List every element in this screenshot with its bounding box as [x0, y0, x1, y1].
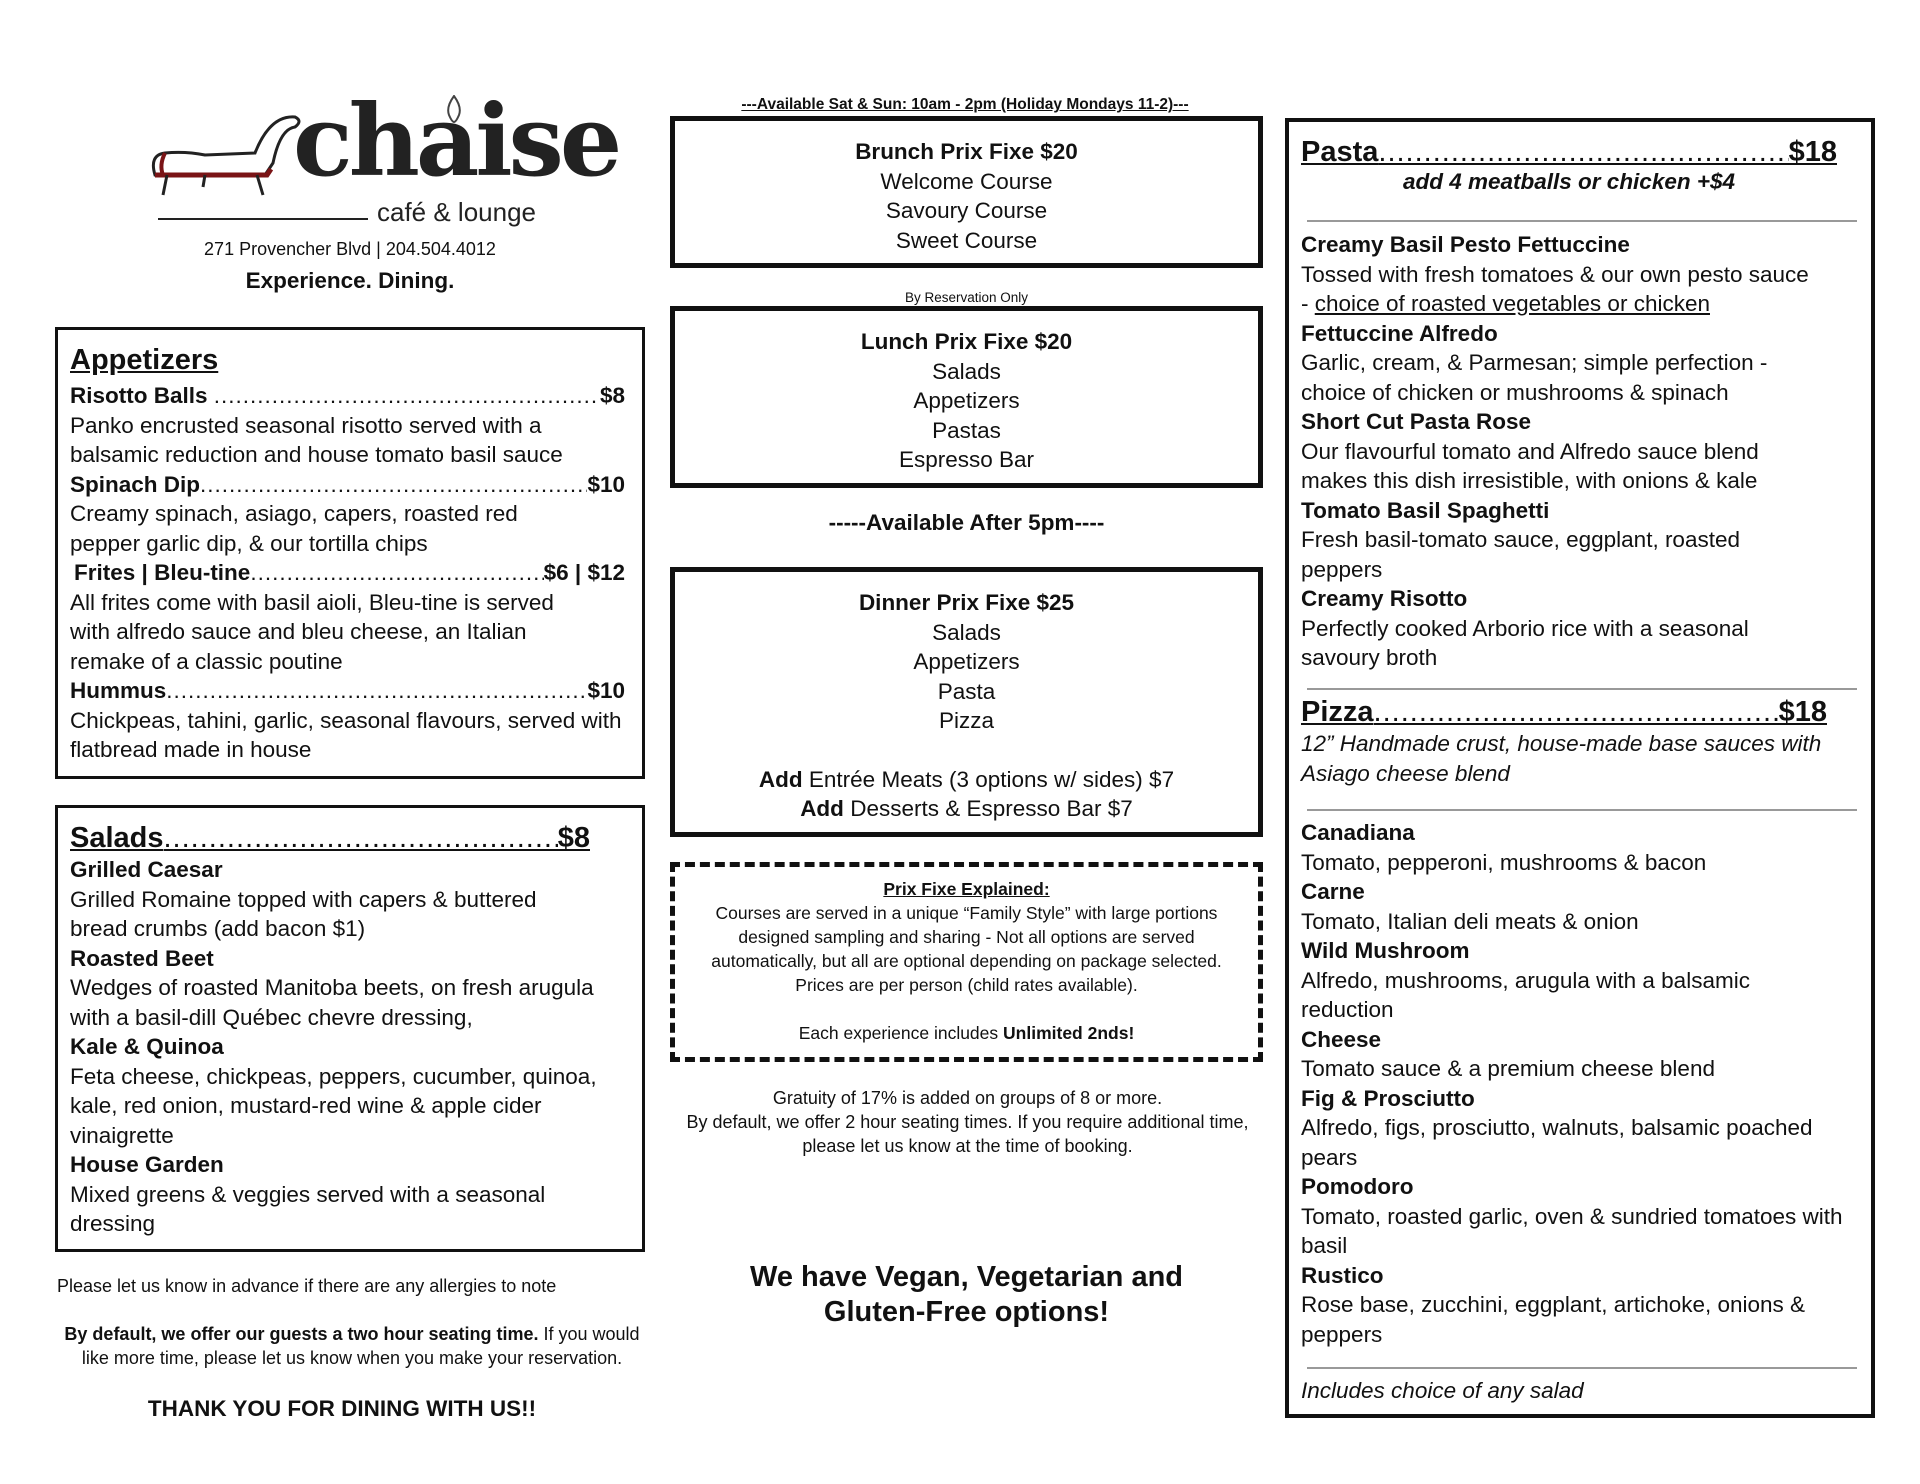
explained-includes — [683, 1021, 1250, 1045]
item-name: Canadiana — [1301, 820, 1415, 845]
pasta-pizza-box — [1285, 118, 1875, 1418]
logo-tagline: café & lounge — [377, 197, 537, 227]
item-name: Short Cut Pasta Rose — [1301, 409, 1532, 434]
item-name: Fettuccine Alfredo — [1301, 320, 1498, 346]
pizza-footer: Includes choice of any salad — [1301, 1378, 1584, 1403]
salads-title-row — [70, 822, 590, 855]
item-desc: Alfredo, mushrooms, arugula with a balsamic reduction — [1301, 967, 1750, 1022]
item-name: Grilled Caesar — [70, 857, 223, 882]
lunch-note: By Reservation Only — [904, 290, 1029, 305]
appetizers-title: Appetizers — [70, 344, 219, 376]
pizza-subtitle: 12” Handmade crust, house-made base sauces with Asiago cheese blend — [1301, 731, 1822, 786]
includes-bold: Unlimited 2nds! — [1003, 1023, 1135, 1043]
pasta-title: Pasta — [1301, 136, 1379, 168]
divider — [1307, 1367, 1857, 1369]
seating-note-bold: By default, we offer our guests a two hour seating time. — [64, 1324, 539, 1344]
dinner-availability: -----Available After 5pm---- — [828, 510, 1105, 535]
menu-item-spinach-dip — [70, 470, 625, 500]
gratuity-note — [680, 1086, 1255, 1158]
dinner-line: Pizza — [938, 708, 995, 733]
item-name: House Garden — [70, 1152, 224, 1177]
salads-price: $8 — [557, 822, 590, 854]
lunch-title: Lunch Prix Fixe $20 — [860, 329, 1073, 354]
addon-label: Add — [800, 796, 844, 821]
includes-text: Each experience includes — [798, 1023, 1004, 1043]
dinner-line: Appetizers — [913, 649, 1020, 674]
logo-wordmark: chaise — [293, 84, 619, 199]
item-name: Pomodoro — [1301, 1174, 1414, 1199]
brunch-line: Welcome Course — [880, 168, 1053, 194]
item-name: Roasted Beet — [70, 945, 214, 971]
addon-text: Entrée Meats (3 options w/ sides) $7 — [802, 766, 1175, 792]
prix-fixe-explained-box — [670, 862, 1263, 1062]
salads-box — [55, 805, 645, 1252]
vegan-line: We have Vegan, Vegetarian and — [749, 1261, 1184, 1293]
menu-item-risotto-balls — [70, 381, 625, 411]
item-name: Creamy Risotto — [1301, 586, 1468, 611]
menu-item-hummus — [70, 676, 625, 706]
appetizers-box — [55, 327, 645, 779]
addon-label: Add — [758, 766, 803, 792]
item-price: $10 — [587, 471, 625, 497]
addon-text: Desserts & Espresso Bar $7 — [843, 796, 1133, 821]
item-desc: Tomato, Italian deli meats & onion — [1301, 908, 1639, 934]
logo — [145, 84, 619, 235]
item-price: $10 — [587, 678, 625, 703]
seating-line: By default, we offer 2 hour seating times. If you require additional time, please let us know at the time of booking. — [686, 1112, 1249, 1156]
brunch-box — [670, 116, 1263, 268]
item-desc: Garlic, cream, & Parmesan; simple perfection - choice of chicken or mushrooms & spinach — [1301, 350, 1768, 405]
item-desc: Creamy spinach, asiago, capers, roasted red pepper garlic dip, & our tortilla chips — [70, 501, 518, 556]
item-desc: All frites come with basil aioli, Bleu-tine is served with alfredo sauce and bleu cheese, an Italian remake of a classic poutine — [70, 589, 554, 674]
item-desc: Tomato sauce & a premium cheese blend — [1301, 1056, 1715, 1081]
address: 271 Provencher Blvd | 204.504.4012 — [204, 239, 496, 259]
pizza-price: $18 — [1778, 696, 1827, 728]
option-text: choice of roasted vegetables or chicken — [1314, 291, 1710, 316]
pasta-subtitle: add 4 meatballs or chicken +$4 — [1402, 169, 1736, 194]
explained-title: Prix Fixe Explained: — [883, 879, 1050, 899]
item-desc-option — [1301, 289, 1866, 319]
pizza-title: Pizza — [1301, 696, 1374, 728]
item-desc: Tomato, pepperoni, mushrooms & bacon — [1301, 849, 1707, 875]
item-name: Rustico — [1301, 1262, 1384, 1288]
dinner-box — [670, 567, 1263, 837]
dinner-line: Salads — [932, 619, 1001, 645]
dinner-addon — [675, 794, 1258, 824]
item-name: Risotto Balls — [70, 383, 208, 408]
chaise-lounge-icon — [145, 105, 305, 200]
item-name: Carne — [1301, 879, 1365, 904]
slogan: Experience. Dining. — [245, 268, 455, 293]
item-desc: Alfredo, figs, prosciutto, walnuts, balsamic poached pears — [1301, 1115, 1813, 1170]
item-name: Tomato Basil Spaghetti — [1301, 497, 1550, 523]
item-desc: Feta cheese, chickpeas, peppers, cucumber, quinoa, kale, red onion, mustard-red wine & apple cider vinaigrette — [70, 1063, 597, 1148]
thanks: THANK YOU FOR DINING WITH US!! — [147, 1396, 537, 1421]
item-price: $6 | $12 — [543, 560, 625, 585]
brunch-line: Savoury Course — [885, 198, 1048, 223]
item-name: Kale & Quinoa — [70, 1034, 224, 1059]
seating-note-rest: If you would like more time, please let us know when you make your reservation. — [81, 1324, 640, 1368]
dinner-addon — [675, 765, 1258, 795]
divider — [1307, 688, 1857, 690]
item-name: Wild Mushroom — [1301, 938, 1470, 963]
lunch-line: Espresso Bar — [898, 447, 1035, 472]
item-name: Creamy Basil Pesto Fettuccine — [1301, 232, 1630, 257]
item-name: Cheese — [1301, 1026, 1382, 1052]
item-name: Hummus — [70, 678, 167, 703]
gratuity-line: Gratuity of 17% is added on groups of 8 or more. — [772, 1088, 1163, 1108]
salads-title: Salads — [70, 822, 164, 854]
dinner-title: Dinner Prix Fixe $25 — [858, 590, 1075, 615]
dinner-line: Pasta — [937, 678, 996, 704]
item-desc: Mixed greens & veggies served with a seasonal dressing — [70, 1181, 546, 1236]
pizza-title-row — [1301, 696, 1827, 729]
item-desc: Grilled Romaine topped with capers & buttered bread crumbs (add bacon $1) — [70, 886, 537, 941]
item-desc: Panko encrusted seasonal risotto served with a balsamic reduction and house tomato basil sauce — [70, 412, 563, 467]
item-desc: Chickpeas, tahini, garlic, seasonal flavours, served with flatbread made in house — [70, 707, 622, 762]
item-price: $8 — [599, 383, 625, 408]
pasta-price: $18 — [1788, 136, 1837, 168]
lunch-line: Appetizers — [913, 388, 1020, 413]
lunch-box — [670, 306, 1263, 488]
item-name: Fig & Prosciutto — [1301, 1085, 1475, 1111]
allergy-note: Please let us know in advance if there are any allergies to note — [57, 1276, 557, 1296]
item-desc: Tossed with fresh tomatoes & our own pesto sauce — [1301, 261, 1809, 287]
item-desc: Fresh basil-tomato sauce, eggplant, roasted peppers — [1301, 527, 1740, 582]
divider — [1307, 809, 1857, 811]
logo-rule — [158, 218, 368, 220]
item-desc: Wedges of roasted Manitoba beets, on fresh arugula with a basil-dill Québec chevre dressing, — [70, 975, 594, 1030]
vegan-line: Gluten-Free options! — [823, 1296, 1110, 1328]
brunch-title: Brunch Prix Fixe $20 — [855, 139, 1078, 164]
vegan-note — [670, 1260, 1263, 1330]
seating-note — [62, 1322, 642, 1370]
divider — [1307, 220, 1857, 222]
brunch-line: Sweet Course — [895, 227, 1038, 253]
explained-text: Courses are served in a unique “Family Style” with large portions designed sampling and sharing - Not all options are served automatically, but all are optional depending on package selected. Prices are per person (child rates available). — [711, 903, 1222, 995]
pasta-title-row — [1301, 136, 1837, 169]
menu-item-frites — [70, 558, 625, 588]
item-name: Spinach Dip — [70, 471, 201, 497]
item-desc: Tomato, roasted garlic, oven & sundried tomatoes with basil — [1301, 1203, 1843, 1258]
item-desc: Rose base, zucchini, eggplant, artichoke, onions & peppers — [1301, 1292, 1806, 1347]
lunch-line: Salads — [932, 358, 1001, 384]
item-desc: Our flavourful tomato and Alfredo sauce blend makes this dish irresistible, with onions & kale — [1301, 438, 1759, 493]
item-name: Frites | Bleu-tine — [74, 560, 251, 585]
brunch-availability: ---Available Sat & Sun: 10am - 2pm (Holiday Mondays 11-2)--- — [741, 96, 1189, 113]
lunch-line: Pastas — [932, 417, 1001, 443]
item-desc: Perfectly cooked Arborio rice with a seasonal savoury broth — [1301, 615, 1749, 670]
option-prefix: - — [1301, 291, 1315, 316]
